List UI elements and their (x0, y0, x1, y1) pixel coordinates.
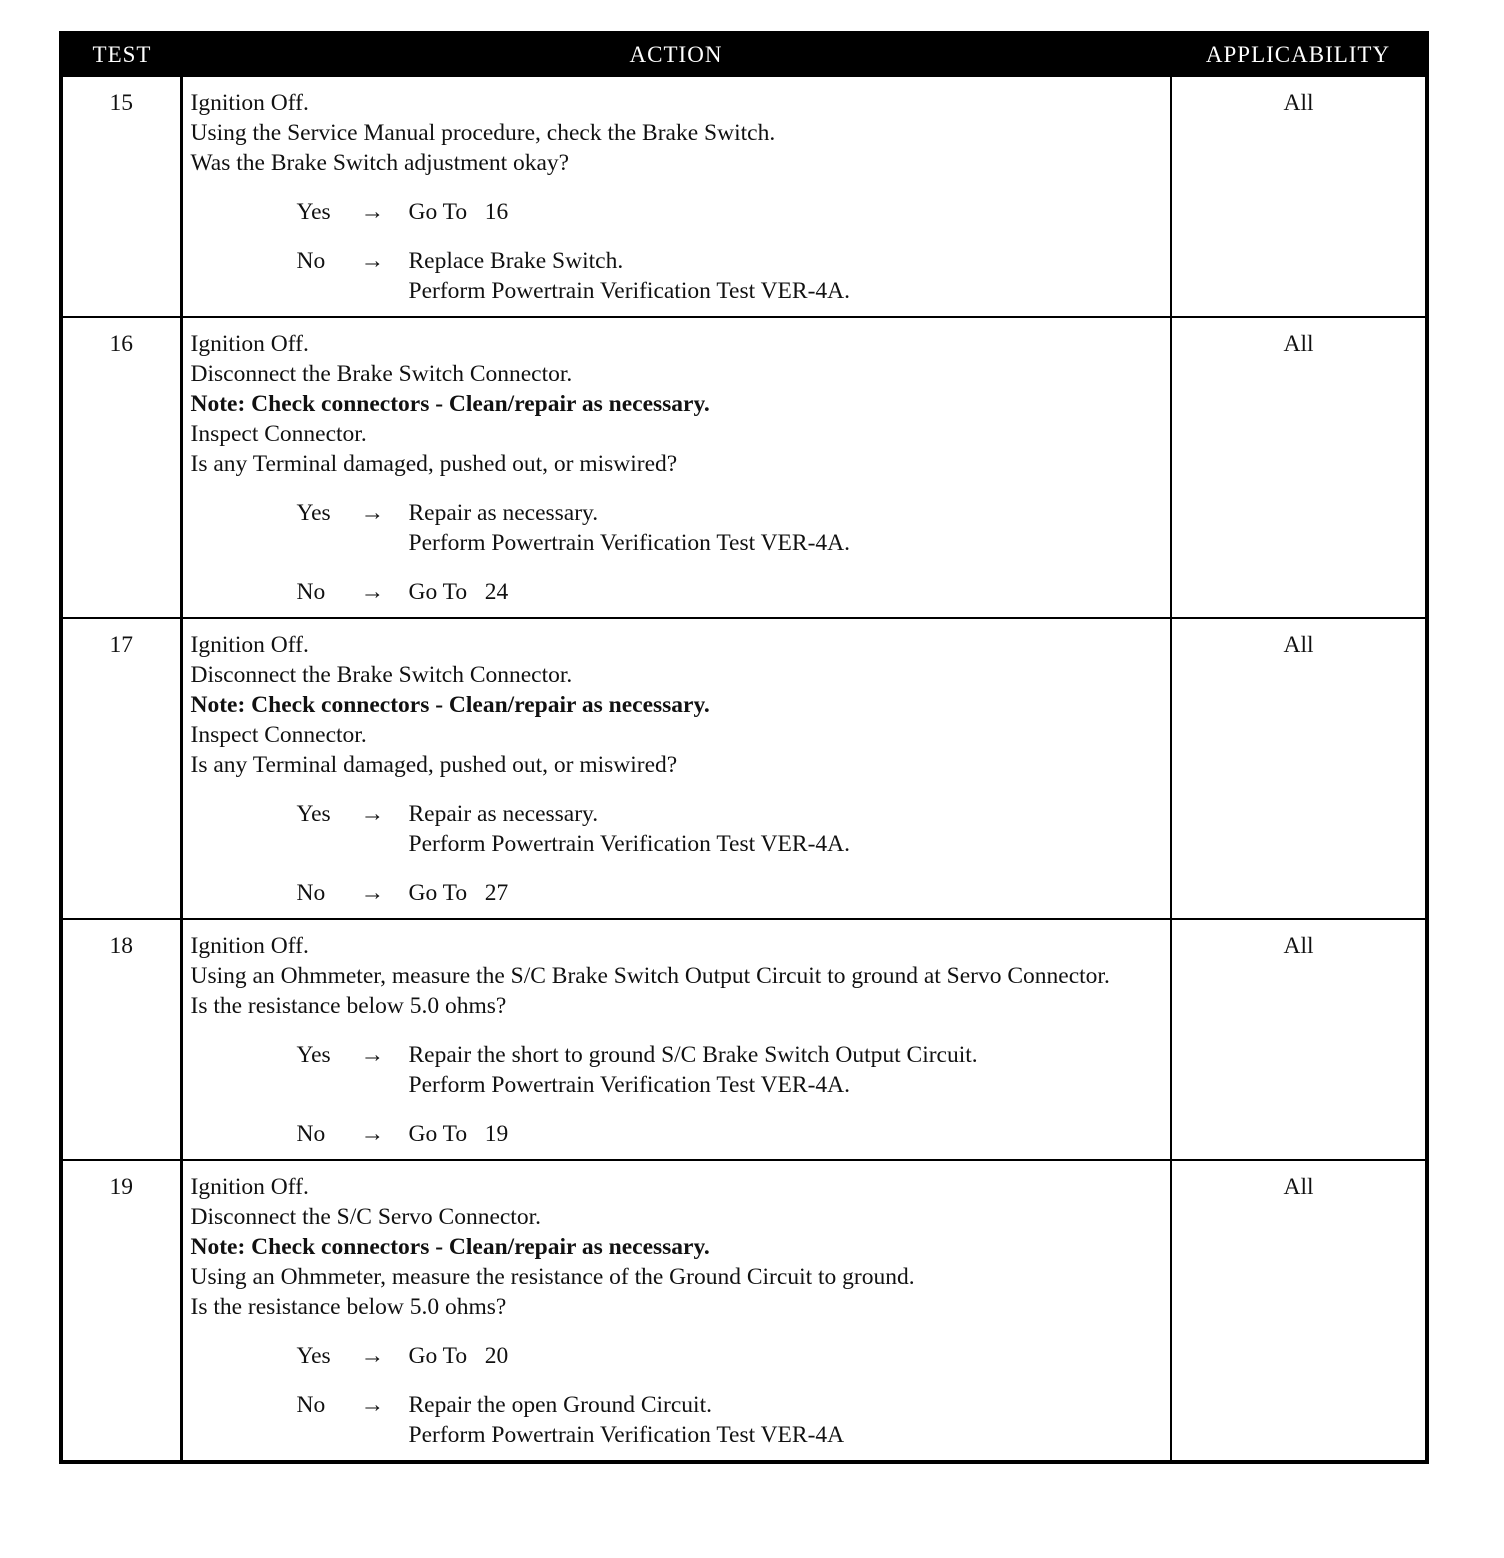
outcome-answer: Yes (296, 801, 331, 827)
outcome-no (191, 1119, 1163, 1149)
header-action: ACTION (181, 33, 1171, 76)
outcome-no (191, 246, 1163, 306)
outcome-answer: No (296, 579, 326, 605)
action-step: Is any Terminal damaged, pushed out, or miswired? (190, 451, 678, 477)
test-row (61, 618, 1427, 919)
outcome-instructions (409, 1040, 1163, 1100)
action-step: Ignition Off. (190, 331, 309, 357)
arrow-right-icon: → (360, 199, 384, 225)
applicability-value: All (1171, 317, 1427, 618)
diagnostic-test-table (59, 31, 1429, 1464)
action-cell (181, 1160, 1171, 1462)
outcome-line: Perform Powertrain Verification Test VER-4A. (408, 831, 851, 857)
outcome-answer: No (296, 1392, 326, 1418)
outcome-instructions (409, 799, 1163, 859)
action-step: Using an Ohmmeter, measure the resistance of the Ground Circuit to ground. (190, 1264, 915, 1290)
action-cell (181, 618, 1171, 919)
outcome-answer: Yes (296, 1042, 331, 1068)
test-row (61, 919, 1427, 1160)
outcome-instructions (409, 1119, 1163, 1149)
header-applicability: APPLICABILITY (1171, 33, 1427, 76)
outcome-line: Repair as necessary. (408, 500, 599, 526)
outcome-answer: No (296, 1121, 326, 1147)
applicability-value: All (1171, 618, 1427, 919)
action-step: Ignition Off. (190, 632, 309, 658)
outcome-yes (191, 799, 1163, 859)
arrow-right-icon: → (360, 880, 384, 906)
test-row (61, 76, 1427, 317)
outcome-yes (191, 1040, 1163, 1100)
outcome-line: Perform Powertrain Verification Test VER-4A. (408, 530, 851, 556)
header-test: TEST (61, 33, 181, 76)
outcome-answer: No (296, 248, 326, 274)
outcome-no (191, 1390, 1163, 1450)
applicability-value: All (1171, 1160, 1427, 1462)
action-step: Disconnect the Brake Switch Connector. (190, 662, 573, 688)
table-header (61, 33, 1427, 76)
action-step: Disconnect the S/C Servo Connector. (190, 1204, 541, 1230)
outcome-line: Perform Powertrain Verification Test VER-4A. (408, 278, 851, 304)
test-number: 15 (61, 76, 181, 317)
arrow-right-icon: → (360, 248, 384, 274)
outcome-yes (191, 498, 1163, 558)
applicability-value: All (1171, 919, 1427, 1160)
action-note: Note: Check connectors - Clean/repair as necessary. (190, 692, 710, 718)
outcome-yes (191, 1341, 1163, 1371)
outcome-answer: Yes (296, 500, 331, 526)
table-body (61, 76, 1427, 1462)
action-cell (181, 919, 1171, 1160)
outcome-line: Repair the open Ground Circuit. (408, 1392, 712, 1418)
applicability-value: All (1171, 76, 1427, 317)
action-step: Is the resistance below 5.0 ohms? (190, 1294, 507, 1320)
arrow-right-icon: → (360, 579, 384, 605)
test-row (61, 1160, 1427, 1462)
outcome-instructions (409, 197, 1163, 227)
test-number: 18 (61, 919, 181, 1160)
action-step: Ignition Off. (190, 933, 309, 959)
outcome-answer: Yes (296, 1343, 331, 1369)
outcome-line: Go To 20 (408, 1343, 509, 1369)
outcome-answer: Yes (296, 199, 331, 225)
outcome-line: Perform Powertrain Verification Test VER-4A (408, 1422, 845, 1448)
outcome-no (191, 878, 1163, 908)
outcome-instructions (409, 1341, 1163, 1371)
outcome-line: Repair the short to ground S/C Brake Switch Output Circuit. (408, 1042, 978, 1068)
arrow-right-icon: → (360, 500, 384, 526)
test-row (61, 317, 1427, 618)
arrow-right-icon: → (360, 1392, 384, 1418)
outcome-instructions (409, 498, 1163, 558)
action-step: Disconnect the Brake Switch Connector. (190, 361, 573, 387)
arrow-right-icon: → (360, 1343, 384, 1369)
outcome-line: Replace Brake Switch. (408, 248, 624, 274)
action-note: Note: Check connectors - Clean/repair as necessary. (190, 1234, 710, 1260)
action-step: Inspect Connector. (190, 421, 367, 447)
arrow-right-icon: → (360, 801, 384, 827)
action-step: Is any Terminal damaged, pushed out, or miswired? (190, 752, 678, 778)
outcome-instructions (409, 577, 1163, 607)
outcome-answer: No (296, 880, 326, 906)
outcome-instructions (409, 878, 1163, 908)
action-step: Inspect Connector. (190, 722, 367, 748)
outcome-instructions (409, 1390, 1163, 1450)
test-number: 17 (61, 618, 181, 919)
outcome-line: Go To 24 (408, 579, 509, 605)
action-step: Ignition Off. (190, 1174, 309, 1200)
outcome-line: Repair as necessary. (408, 801, 599, 827)
outcome-yes (191, 197, 1163, 227)
test-number: 19 (61, 1160, 181, 1462)
outcome-no (191, 577, 1163, 607)
outcome-line: Go To 27 (408, 880, 509, 906)
outcome-line: Perform Powertrain Verification Test VER-4A. (408, 1072, 851, 1098)
outcome-instructions (409, 246, 1163, 306)
action-cell (181, 76, 1171, 317)
arrow-right-icon: → (360, 1121, 384, 1147)
test-number: 16 (61, 317, 181, 618)
outcome-line: Go To 16 (408, 199, 509, 225)
action-step: Is the resistance below 5.0 ohms? (190, 993, 507, 1019)
action-note: Note: Check connectors - Clean/repair as necessary. (190, 391, 710, 417)
arrow-right-icon: → (360, 1042, 384, 1068)
action-step: Using an Ohmmeter, measure the S/C Brake Switch Output Circuit to ground at Servo Connector. (190, 963, 1110, 989)
outcome-line: Go To 19 (408, 1121, 509, 1147)
action-step: Using the Service Manual procedure, check the Brake Switch. (190, 120, 776, 146)
action-cell (181, 317, 1171, 618)
action-step: Was the Brake Switch adjustment okay? (190, 150, 570, 176)
action-step: Ignition Off. (190, 90, 309, 116)
